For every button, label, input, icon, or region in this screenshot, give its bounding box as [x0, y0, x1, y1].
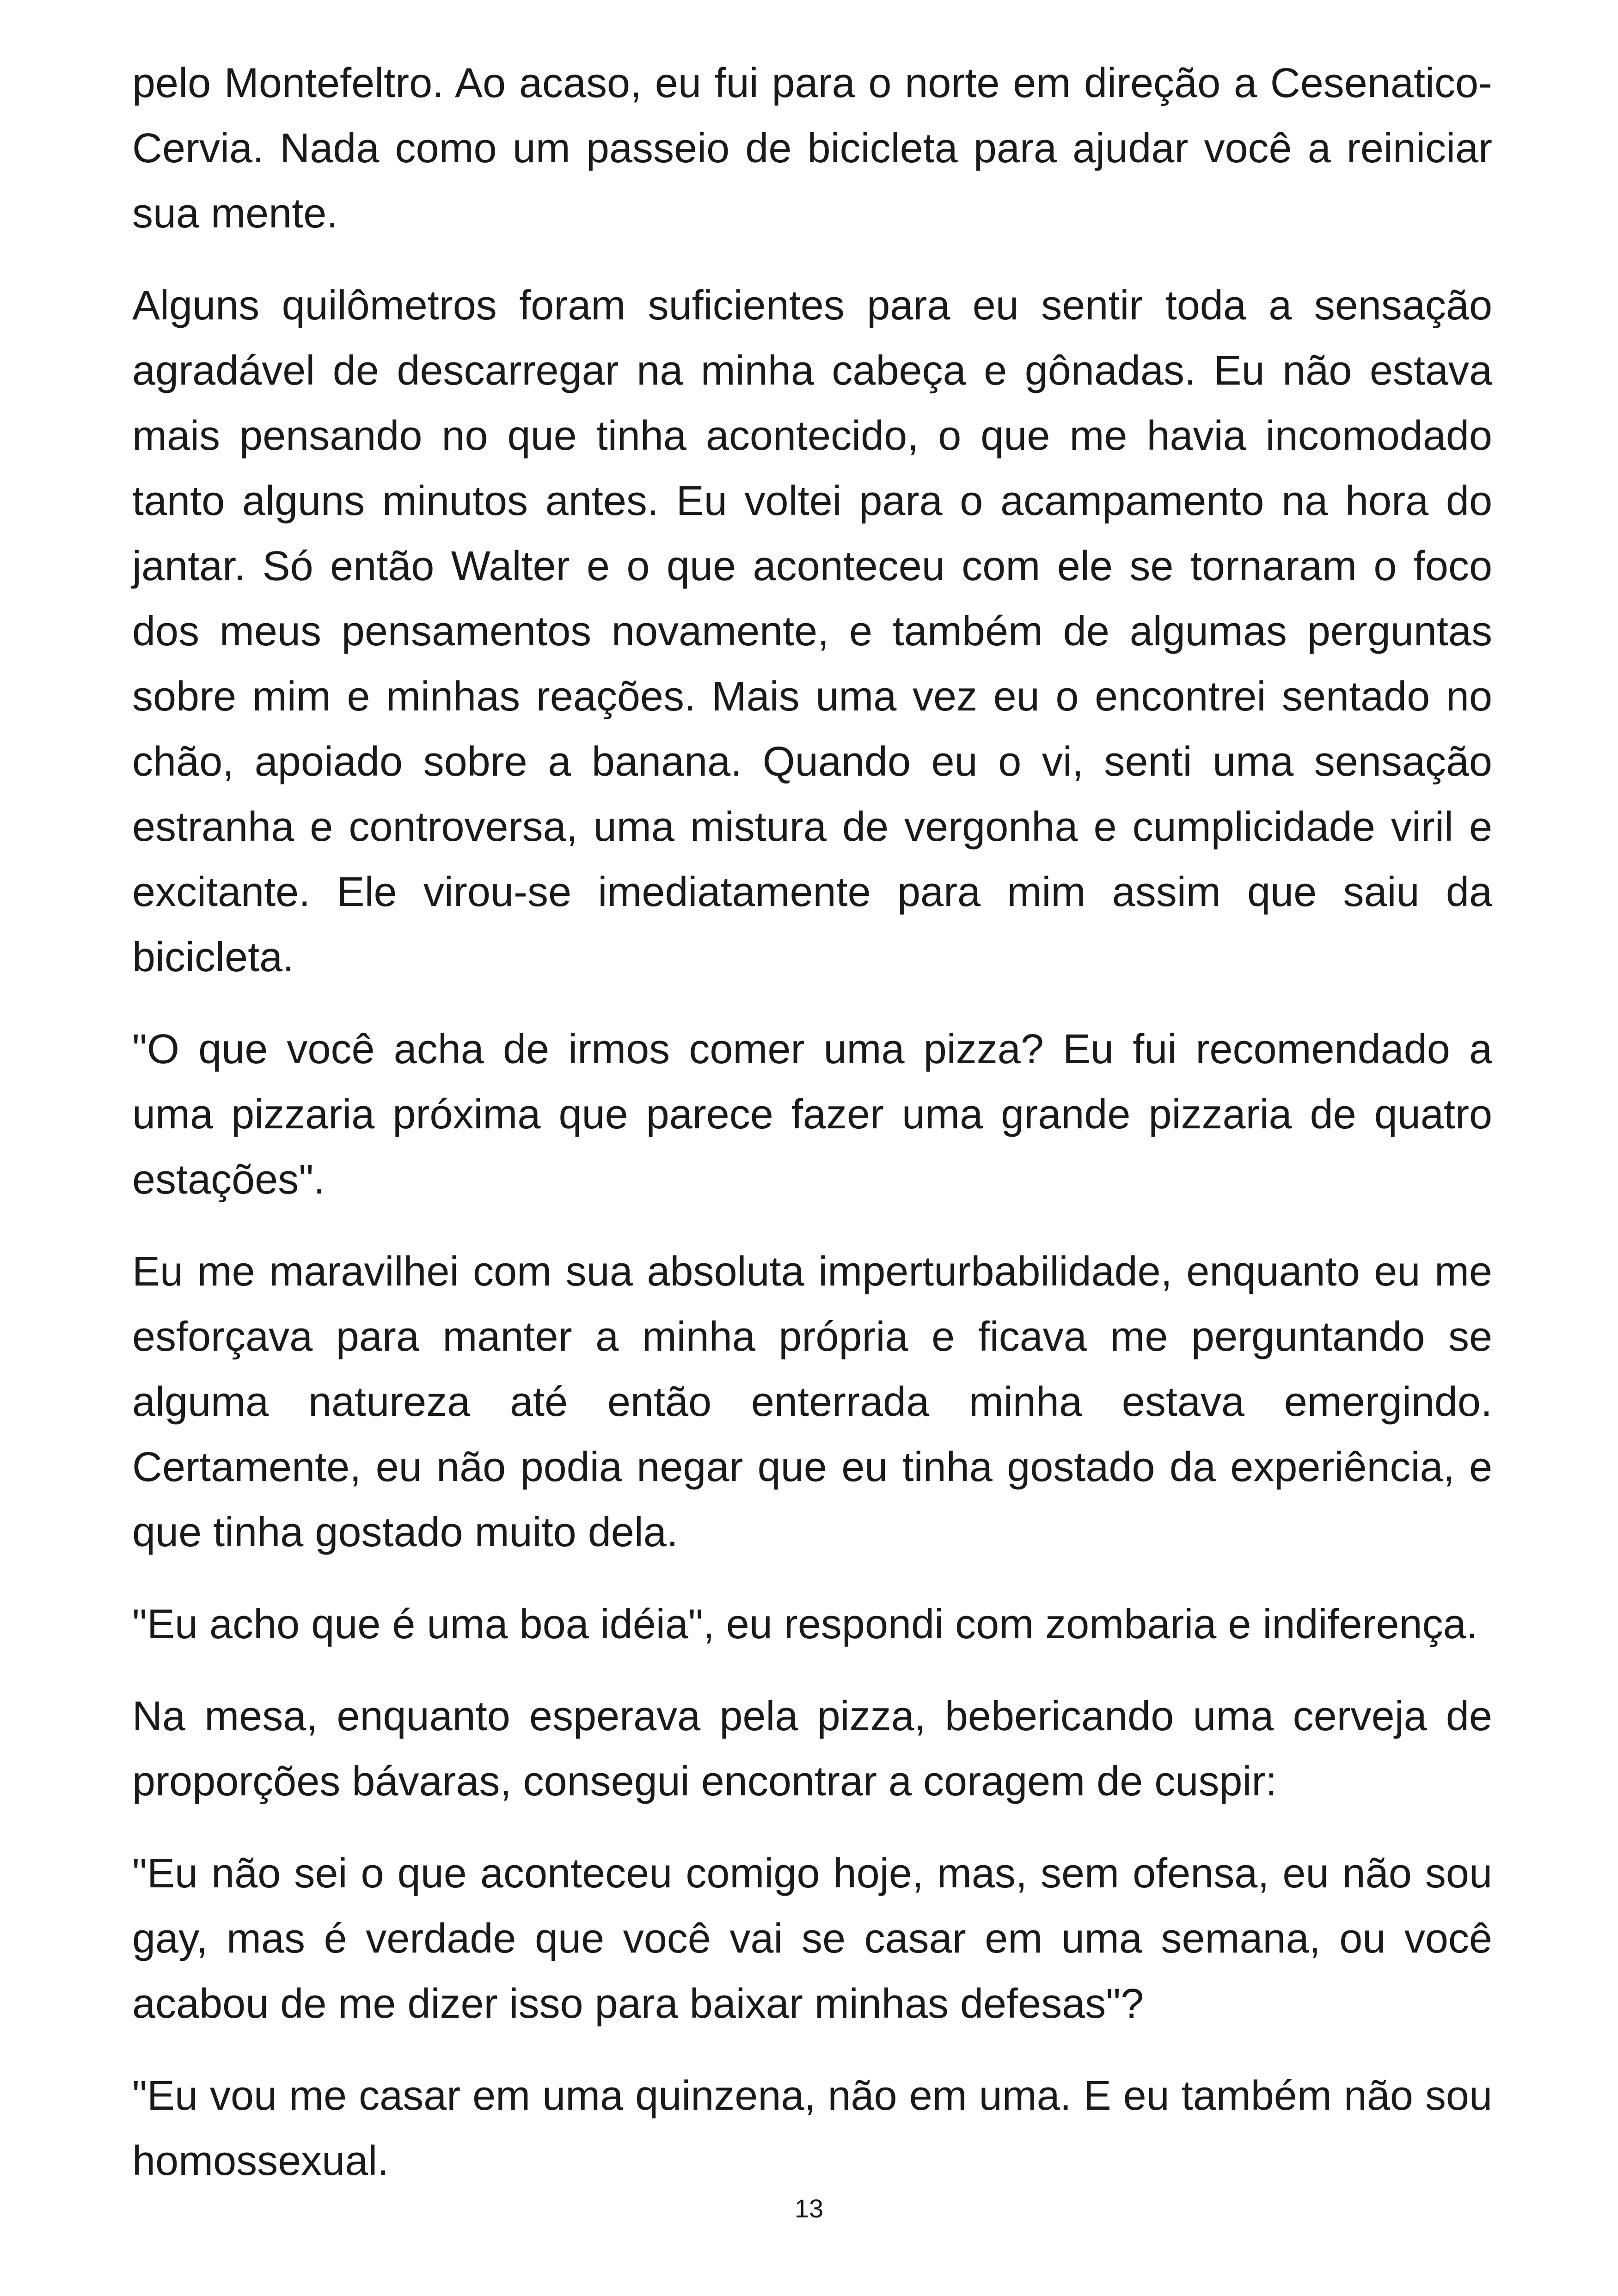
paragraph-8: "Eu vou me casar em uma quinzena, não em uma. E eu também não sou homossexual. [132, 2073, 1492, 2184]
paragraph-6: Na mesa, enquanto esperava pela pizza, bebericando uma cerveja de proporções bávaras, consegui encontrar a coragem de cuspir: [132, 1693, 1492, 1805]
page-number: 13 [794, 2194, 824, 2223]
paragraph-1: pelo Montefeltro. Ao acaso, eu fui para o norte em direção a Cesenatico-Cervia. Nada como um passeio de bicicleta para ajudar você a reiniciar sua mente. [132, 60, 1492, 237]
paragraph-3: "O que você acha de irmos comer uma pizza? Eu fui recomendado a uma pizzaria próxima que parece fazer uma grande pizzaria de quatro estações". [132, 1026, 1492, 1203]
body-text [132, 51, 1492, 2194]
paragraph-4: Eu me maravilhei com sua absoluta imperturbabilidade, enquanto eu me esforçava para manter a minha própria e ficava me perguntando se alguma natureza até então enterrada minha estava emergindo. Certamente, eu não podia negar que eu tinha gostado da experiência, e que tinha gostado muito dela. [132, 1249, 1492, 1555]
paragraph-5: "Eu acho que é uma boa idéia", eu respondi com zombaria e indiferença. [132, 1601, 1478, 1647]
paragraph-2: Alguns quilômetros foram suficientes para eu sentir toda a sensação agradável de descarregar na minha cabeça e gônadas. Eu não estava mais pensando no que tinha acontecido, o que me havia incomodado tanto alguns minutos antes. Eu voltei para o acampamento na hora do jantar. Só então Walter e o que aconteceu com ele se tornaram o foco dos meus pensamentos novamente, e também de algumas perguntas sobre mim e minhas reações. Mais uma vez eu o encontrei sentado no chão, apoiado sobre a banana. Quando eu o vi, senti uma sensação estranha e controversa, uma mistura de vergonha e cumplicidade viril e excitante. Ele virou-se imediatamente para mim assim que saiu da bicicleta. [132, 282, 1492, 980]
paragraph-7: "Eu não sei o que aconteceu comigo hoje, mas, sem ofensa, eu não sou gay, mas é verdade que você vai se casar em uma semana, ou você acabou de me dizer isso para baixar minhas defesas"? [132, 1850, 1492, 2027]
